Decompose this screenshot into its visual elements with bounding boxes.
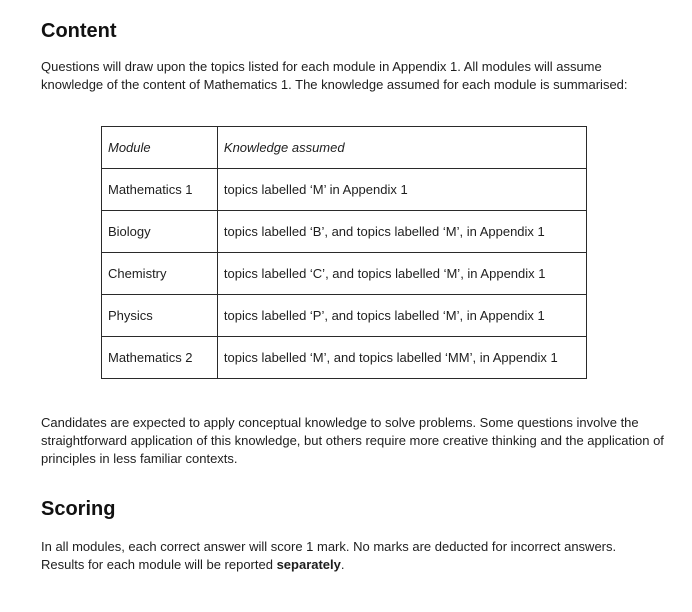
table-row xyxy=(102,337,587,379)
knowledge-cell: topics labelled ‘P’, and topics labelled ‘M’, in Appendix 1 xyxy=(217,295,586,337)
table-row xyxy=(102,211,587,253)
table-row xyxy=(102,253,587,295)
module-cell: Chemistry xyxy=(102,253,218,295)
scoring-emphasis-separately: separately xyxy=(276,557,341,572)
content-intro-paragraph: Questions will draw upon the topics listed for each module in Appendix 1. All modules will assume knowledge of the content of Mathematics 1. The knowledge assumed for each module is summarised: xyxy=(41,59,628,92)
module-knowledge-table xyxy=(101,126,587,379)
table-row xyxy=(102,169,587,211)
knowledge-cell: topics labelled ‘B’, and topics labelled ‘M’, in Appendix 1 xyxy=(217,211,586,253)
knowledge-cell: topics labelled ‘M’, and topics labelled ‘MM’, in Appendix 1 xyxy=(217,337,586,379)
module-cell: Mathematics 2 xyxy=(102,337,218,379)
content-heading: Content xyxy=(41,20,117,42)
scoring-line-2-end: . xyxy=(340,557,345,572)
scoring-line-1: In all modules, each correct answer will score 1 mark. No marks are deducted for incorrect answers. xyxy=(41,539,617,554)
module-cell: Physics xyxy=(102,295,218,337)
table-header-row xyxy=(102,127,587,169)
scoring-heading: Scoring xyxy=(41,498,116,520)
table-row xyxy=(102,295,587,337)
knowledge-cell: topics labelled ‘M’ in Appendix 1 xyxy=(217,169,586,211)
module-cell: Mathematics 1 xyxy=(102,169,218,211)
header-knowledge-assumed: Knowledge assumed xyxy=(217,127,586,169)
scoring-line-2-start: Results for each module will be reported xyxy=(41,557,277,572)
module-cell: Biology xyxy=(102,211,218,253)
scoring-paragraph xyxy=(41,538,666,574)
knowledge-cell: topics labelled ‘C’, and topics labelled ‘M’, in Appendix 1 xyxy=(217,253,586,295)
candidates-paragraph: Candidates are expected to apply conceptual knowledge to solve problems. Some questions involve the straightforward application of this knowledge, but others require more creative thinking and the application of principles in less familiar contexts. xyxy=(41,415,664,466)
header-module: Module xyxy=(102,127,218,169)
